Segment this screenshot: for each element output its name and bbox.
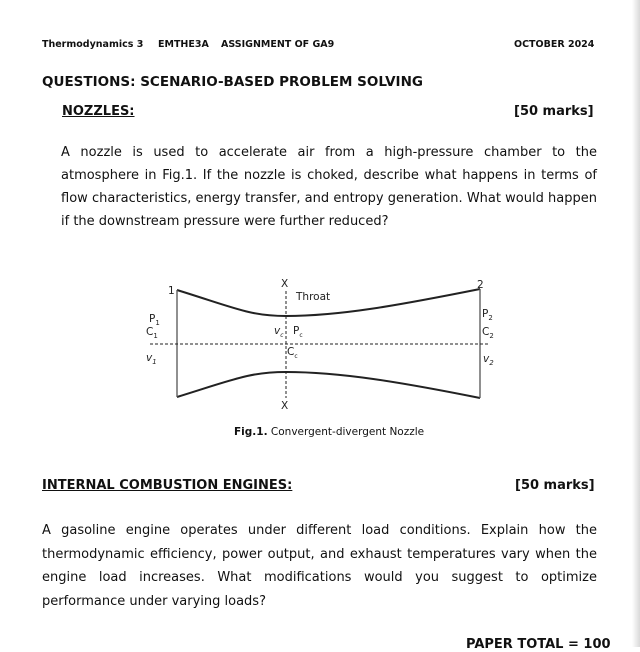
figure-caption-text: Convergent-divergent Nozzle <box>267 426 425 438</box>
label-outlet: 2 <box>477 279 484 291</box>
question-nozzles: A nozzle is used to accelerate air from a high-pressure chamber to the atmosphere in Fig.1. If the nozzle is choked, describe what happens in terms of flow characteristics, energy transfer, and entropy generation. What would happen if the downstream pressure were further reduced? <box>61 145 597 229</box>
svg-text:vc <box>274 325 284 339</box>
label-throat: Throat <box>296 291 331 303</box>
svg-text:P2 <box>482 308 493 322</box>
svg-text:v1 <box>146 352 157 366</box>
question-ice: A gasoline engine operates under different load conditions. Explain how the thermodynamic efficiency, power output, and exhaust temperatures vary when the engine load increases. What modifications would you suggest to optimize performance under varying loads? <box>42 523 597 609</box>
label-p2-sub: 2 <box>488 314 493 322</box>
label-v2-sub: 2 <box>489 359 494 367</box>
label-x-bottom: X <box>281 400 289 412</box>
label-vc: v <box>274 325 281 337</box>
header-code: EMTHE3A <box>158 39 209 50</box>
label-c2-sub: 2 <box>489 332 494 340</box>
section-heading-nozzles: NOZZLES: <box>62 104 135 119</box>
label-vc-sub: c <box>280 332 284 339</box>
label-v1: v <box>146 352 153 364</box>
label-pc: P <box>293 325 300 337</box>
header-course: Thermodynamics 3 <box>42 39 144 50</box>
label-p2: P <box>482 308 489 320</box>
svg-text:C1 <box>146 326 158 340</box>
label-c2: C <box>482 326 490 338</box>
svg-text:v2 <box>483 353 494 367</box>
label-inlet: 1 <box>168 285 175 297</box>
label-c1: C <box>146 326 154 338</box>
svg-text:P1 <box>149 313 160 327</box>
label-x-top: X <box>281 278 289 290</box>
figure-caption <box>234 426 424 438</box>
section-marks-nozzles: [50 marks] <box>514 104 594 119</box>
svg-text:Pc <box>293 325 303 339</box>
label-v1-sub: 1 <box>152 358 157 366</box>
section-heading-ice: INTERNAL COMBUSTION ENGINES: <box>42 478 293 493</box>
header-date: OCTOBER 2024 <box>514 39 595 50</box>
header-assignment: ASSIGNMENT OF GA9 <box>221 39 335 50</box>
paper-total: PAPER TOTAL = 100 <box>466 637 611 652</box>
label-v2: v <box>483 353 490 365</box>
nozzle-bottom-wall <box>177 372 480 398</box>
svg-text:Cc <box>287 346 298 360</box>
figure-caption-label: Fig.1. <box>234 426 268 438</box>
section-marks-ice: [50 marks] <box>515 478 595 493</box>
label-cc: C <box>287 346 295 358</box>
svg-text:C2 <box>482 326 494 340</box>
label-p1-sub: 1 <box>155 319 160 327</box>
label-pc-sub: c <box>299 332 303 339</box>
label-c1-sub: 1 <box>153 332 158 340</box>
label-cc-sub: c <box>294 353 298 360</box>
label-p1: P <box>149 313 156 325</box>
page-title: QUESTIONS: SCENARIO-BASED PROBLEM SOLVING <box>42 74 423 90</box>
